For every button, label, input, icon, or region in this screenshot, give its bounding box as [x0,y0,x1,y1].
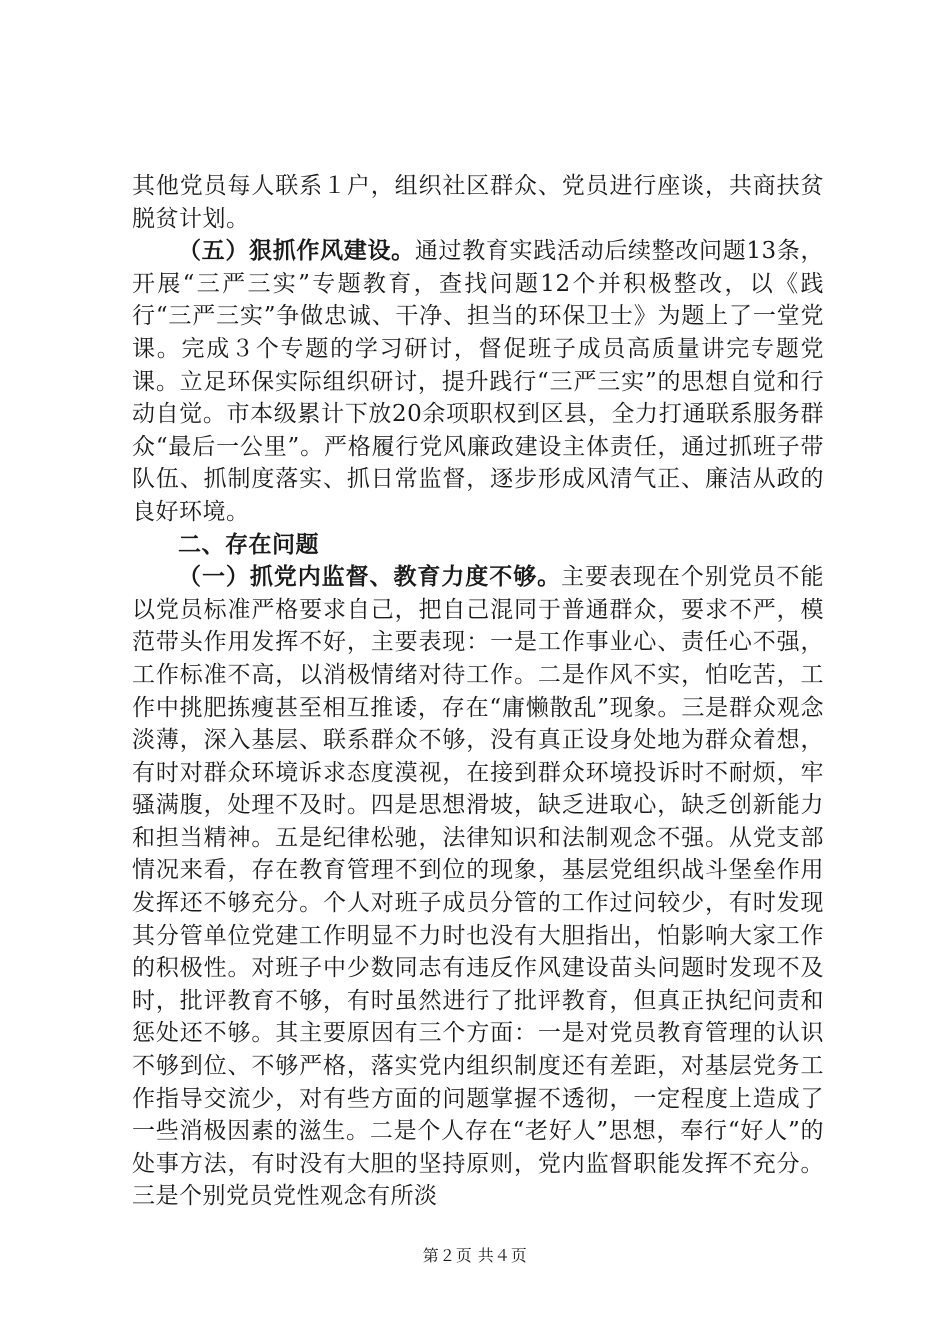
page-number-footer: 第２页 共４页 [422,1246,528,1265]
subsection-1-heading: （一）抓党内监督、教育力度不够。 [178,563,562,591]
paragraph-subsection-1 [132,561,824,1213]
section-5-heading: （五）狠抓作风建设。 [178,237,415,265]
paragraph-continued: 其他党员每人联系１户，组织社区群众、党员进行座谈，共商扶贫脱贫计划。 [132,173,824,232]
subsection-1-body: 主要表现在个别党员不能以党员标准严格要求自己，把自己混同于普通群众，要求不严，模范带头作用发挥不好，主要表现：一是工作事业心、责任心不强，工作标准不高，以消极情绪对待工作。二是作风不实，怕吃苦，工作中挑肥拣瘦甚至相互推诿，存在“庸懒散乱”现象。三是群众观念淡薄，深入基层、联系群众不够，没有真正设身处地为群众着想，有时对群众环境诉求态度漠视，在接到群众环境投诉时不耐烦，牢骚满腹，处理不及时。四是思想滑坡，缺乏进取心，缺乏创新能力和担当精神。五是纪律松驰，法律知识和法制观念不强。从党支部情况来看，存在教育管理不到位的现象，基层党组织战斗堡垒作用发挥还不够充分。个人对班子成员分管的工作过问较少，有时发现其分管单位党建工作明显不力时也没有大胆指出，怕影响大家工作的积极性。对班子中少数同志有违反作风建设苗头问题时发现不及时，批评教育不够，有时虽然进行了批评教育，但真正执纪问责和惩处还不够。其主要原因有三个方面：一是对党员教育管理的认识不够到位、不够严格，落实党内组织制度还有差距，对基层党务工作指导交流少，对有些方面的问题掌握不透彻，一定程度上造成了一些消极因素的滋生。二是个人存在“老好人”思想，奉行“好人”的处事方法，有时没有大胆的坚持原则，党内监督职能发挥不充分。三是个别党员党性观念有所淡 [132,564,825,1210]
paragraph-section-5 [132,235,824,528]
section-2-title: 二、存在问题 [178,530,319,558]
section-5-body: 通过教育实践活动后续整改问题13条，开展“三严三实”专题教育，查找问题12个并积极整改，以《践行“三严三实”争做忠诚、干净、担当的环保卫士》为题上了一堂党课。完成３个专题的学习研讨，督促班子成员高质量讲完专题党课。立足环保实际组织研讨，提升践行“三严三实”的思想自觉和行动自觉。市本级累计下放20余项职权到区县，全力打通联系服务群众“最后一公里”。严格履行党风廉政建设主体责任，通过抓班子带队伍、抓制度落实、抓日常监督，逐步形成风清气正、廉洁从政的良好环境。 [132,238,824,525]
document-body [132,170,824,1213]
